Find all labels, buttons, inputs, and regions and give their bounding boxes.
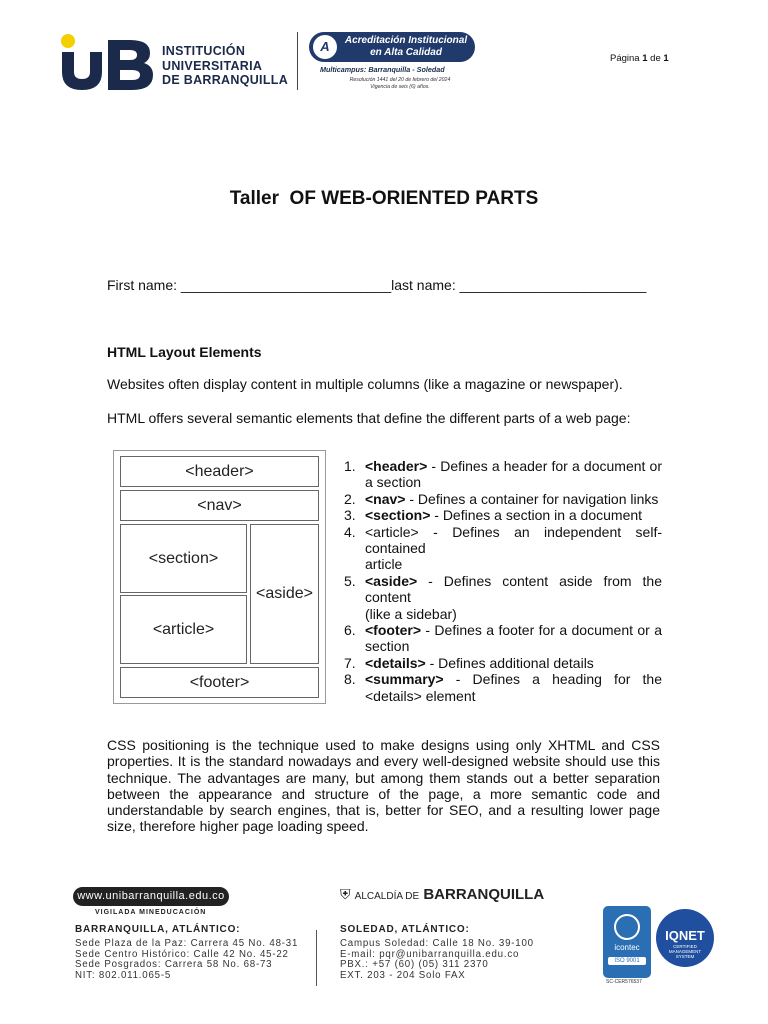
icontec-certification-badge: [603, 906, 651, 978]
list-item: [344, 671, 662, 704]
accreditation-badge: [309, 32, 475, 62]
contact-line: Sede Posgrados: Carrera 58 No. 68-73: [75, 959, 273, 971]
iqnet-title: IQNET: [665, 928, 705, 943]
city-shield-icon: ⛨: [340, 886, 351, 902]
diagram-nav-box: <nav>: [120, 490, 319, 521]
alcaldia-small-text: ALCALDÍA DE: [354, 891, 420, 902]
element-tag: <footer>: [365, 622, 422, 639]
iqnet-sub-line: MANAGEMENT: [668, 949, 702, 954]
alcaldia-logo: [340, 886, 544, 903]
element-tag: <aside>: [365, 572, 418, 589]
layout-diagram: [113, 450, 326, 704]
list-number: 5.: [344, 572, 356, 589]
diagram-header-box: <header>: [120, 456, 319, 487]
contact-line: Sede Plaza de la Paz: Carrera 45 No. 48-31: [75, 938, 299, 949]
multicampus-label: Multicampus: Barranquilla - Soledad: [320, 65, 445, 74]
page-current: 1: [642, 53, 648, 64]
list-number: 3.: [344, 507, 356, 524]
contact-title: SOLEDAD, ATLÁNTICO:: [340, 924, 470, 935]
email-link[interactable]: E-mail: pqr@unibarranquilla.edu.co: [340, 948, 520, 960]
page-number: [610, 53, 669, 64]
element-tag: <summary>: [365, 671, 444, 688]
page-label: Página: [610, 53, 643, 64]
diagram-footer-box: <footer>: [120, 667, 319, 698]
element-tag: <nav>: [365, 490, 406, 507]
list-item: [344, 655, 662, 671]
list-number: 7.: [344, 654, 356, 671]
paragraph: Websites often display content in multiple columns (like a magazine or newspaper).: [107, 376, 623, 392]
element-desc: section: [365, 638, 410, 655]
ub-logo-icon: [60, 32, 155, 92]
layout-elements-list: [344, 458, 662, 704]
alcaldia-big-text: BARRANQUILLA: [423, 886, 545, 903]
list-number: 8.: [344, 671, 356, 688]
element-desc: - Defines a header for a document or: [427, 458, 662, 474]
contact-line: Campus Soledad: Calle 18 No. 39-100: [340, 938, 534, 949]
element-desc: - Defines content aside from the content: [365, 572, 662, 606]
accreditation-icon: A: [313, 35, 337, 59]
institution-line: INSTITUCIÓN: [162, 44, 246, 58]
header-divider: [297, 32, 298, 90]
element-desc: - Defines a footer for a document or a: [421, 622, 662, 639]
list-item: [344, 458, 662, 491]
list-item: [344, 524, 662, 573]
name-fields-line: First name: ___________________________last name: ________________________: [107, 277, 647, 293]
list-number: 2.: [344, 490, 356, 507]
iqnet-sub-line: CERTIFIED: [673, 944, 697, 949]
icontec-label: icontec: [614, 943, 640, 952]
section-heading: HTML Layout Elements: [107, 344, 262, 360]
accreditation-text: [341, 35, 471, 58]
iqnet-sub-line: SYSTEM: [675, 954, 695, 959]
contact-line: NIT: 802.011.065-5: [75, 970, 172, 982]
element-desc: - Defines additional details: [425, 654, 594, 671]
accreditation-line: Acreditación Institucional: [344, 35, 468, 46]
element-tag: <details>: [365, 654, 426, 671]
diagram-aside-box: <aside>: [250, 524, 319, 664]
list-number: 6.: [344, 622, 356, 639]
document-title: Taller OF WEB-ORIENTED PARTS: [229, 188, 539, 209]
resolution-note: [330, 77, 470, 91]
list-number: 4.: [344, 523, 356, 540]
footer-divider: [316, 930, 317, 986]
contact-line: Sede Centro Histórico: Calle 42 No. 45-22: [75, 948, 289, 960]
contact-line: EXT. 203 - 204 Solo FAX: [340, 970, 466, 982]
paragraph: HTML offers several semantic elements that define the different parts of a web page:: [107, 410, 631, 426]
list-number: 1.: [344, 458, 356, 474]
element-desc: <article> - Defines an independent self-contained: [365, 523, 662, 557]
diagram-article-box: <article>: [120, 595, 247, 664]
element-desc: article: [365, 556, 403, 573]
list-item: [344, 573, 662, 622]
iqnet-certification-badge: [656, 909, 714, 967]
element-desc: - Defines a heading for the: [443, 671, 662, 688]
institution-line: DE BARRANQUILLA: [162, 73, 289, 87]
page-of: de: [647, 53, 664, 64]
diagram-section-box: <section>: [120, 524, 247, 593]
institution-name: [162, 44, 288, 88]
element-desc: - Defines a container for navigation links: [405, 490, 659, 507]
accreditation-line: en Alta Calidad: [370, 46, 442, 58]
soledad-contact: [340, 924, 534, 982]
element-desc: <details> element: [365, 687, 476, 704]
contact-line: PBX.: +57 (60) (05) 311 2370: [340, 959, 489, 971]
iso-label: ISO 9001: [608, 957, 646, 965]
resolution-line: Vigencia de seis (6) años.: [370, 84, 430, 90]
website-link[interactable]: www.unibarranquilla.edu.co: [73, 887, 229, 906]
list-item: [344, 507, 662, 523]
resolution-line: Resolución 1441 del 20 de febrero del 2024: [349, 77, 451, 83]
ub-logo: [60, 32, 155, 92]
vigilada-label: VIGILADA MINEDUCACIÓN: [95, 909, 207, 916]
element-desc: a section: [365, 474, 422, 491]
icontec-icon: [614, 914, 640, 940]
iqnet-subtitle: [656, 944, 714, 959]
css-positioning-paragraph: CSS positioning is the technique used to make designs using only XHTML and CSS properties. It is the standard nowadays and every well-designed website should use this technique. The advantages are many, but among them stands out a better separation between the appearance and structure of the page, a more semantic code and understandable by search engines, that is, better for SEO, and a resulting lower page size, therefore higher page loading speed.: [107, 737, 660, 835]
element-tag: <section>: [365, 507, 431, 524]
list-item: [344, 491, 662, 507]
contact-title: BARRANQUILLA, ATLÁNTICO:: [75, 924, 241, 935]
certificate-code: SC-CER576537: [606, 979, 642, 985]
list-item: [344, 622, 662, 655]
barranquilla-contact: [75, 924, 298, 982]
page-total: 1: [663, 53, 669, 64]
institution-line: UNIVERSITARIA: [162, 58, 263, 73]
element-desc: (like a sidebar): [365, 605, 457, 622]
element-tag: <header>: [365, 458, 428, 474]
element-desc: - Defines a section in a document: [430, 507, 643, 524]
